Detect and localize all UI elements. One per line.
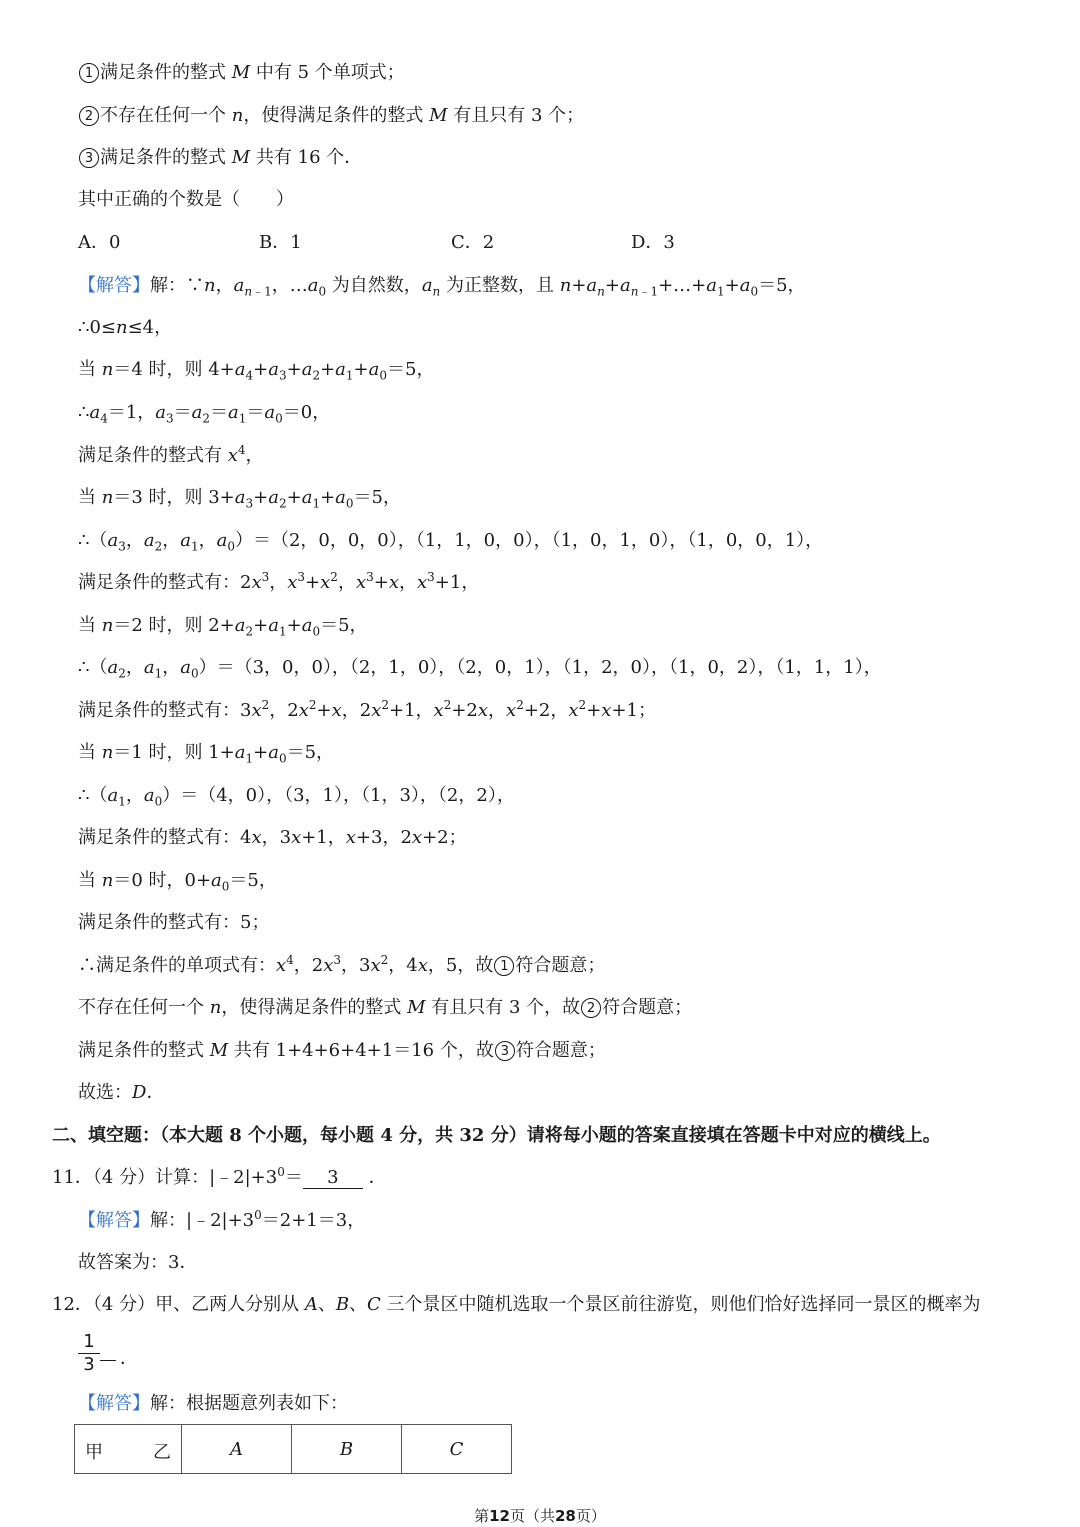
step-18: 满足条件的整式 M 共有 1+4+6+4+1＝16 个，故 3 符合题意；	[78, 1040, 606, 1061]
section-2-heading: 二、填空题：（本大题 8 个小题，每小题 4 分，共 32 分）请将每小题的答案直接填在答题卡中对应的横线上。	[52, 1125, 941, 1146]
answer-underline	[100, 1360, 116, 1361]
answer-tag: 【解答】	[78, 1393, 150, 1414]
q12-solution: 【解答】解：根据题意列表如下：	[78, 1393, 348, 1414]
q12-answer-fraction	[78, 1332, 100, 1375]
question-text: 其中正确的个数是（ ）	[78, 189, 294, 210]
table-row	[75, 1425, 512, 1474]
fraction-denominator: 3	[83, 1354, 95, 1375]
answer-tag: 【解答】	[78, 275, 150, 296]
question-12: 12．（4 分）甲、乙两人分别从 A、B、C 三个景区中随机选取一个景区前往游览，则他们恰好选择同一景区的概率为	[52, 1294, 981, 1315]
circle-2-icon: 2	[581, 998, 601, 1018]
step-11: 当 n＝1 时，则 $1+a_1+a_0=5$，	[78, 742, 335, 766]
circle-2-icon: 2	[79, 106, 99, 126]
table-header-b: B	[292, 1425, 402, 1474]
question-11: 11．（4 分）计算：$|﹣2|+3^0= 3$ ．	[52, 1165, 387, 1188]
circle-1-icon: 1	[494, 956, 514, 976]
step-12: $\therefore(a_1$，$a_0)=(4$，0），（3，1），（1，3），（2，2），	[78, 785, 515, 809]
step-3: $\therefore a_4=1$，$a_3=a_2=a_1=a_0=0$，	[78, 402, 331, 426]
circle-1-icon: 1	[79, 63, 99, 83]
step-10: 满足条件的整式有：$3x^2$，$2x^2+x$，$2x^2+1$，$x^2+2x$，$x^2+2$，$x^2+x+1$；	[78, 698, 656, 721]
table-corner-cell	[75, 1425, 182, 1474]
step-19: 故选：D．	[78, 1082, 165, 1103]
q11-final: 故答案为：3．	[78, 1252, 198, 1273]
page-total: 28	[555, 1507, 576, 1525]
page-number: 12	[489, 1507, 510, 1525]
table-header-a: A	[182, 1425, 292, 1474]
q11-answer: 3	[303, 1168, 363, 1189]
corner-label-yi: 乙	[153, 1442, 171, 1463]
solution-intro: 【解答】解：∵n，$a_{n﹣1}$，$\dots a_0$ 为自然数，$a_n$ 为正整数，且 $n+a_n+a_{n﹣1}+\dots+a_1+a_0=5$，	[78, 275, 806, 299]
circle-3-icon: 3	[79, 148, 99, 168]
q11-solution: 【解答】解：$|﹣2|+3^0=2+1=3$，	[78, 1208, 366, 1231]
circle-3-icon: 3	[495, 1041, 515, 1061]
step-15: 满足条件的整式有：5；	[78, 912, 270, 933]
choice-d: D．3	[631, 232, 675, 253]
option-2: 2 不存在任何一个 n，使得满足条件的整式 M 有且只有 3 个；	[78, 103, 584, 129]
option-1: 1 满足条件的整式 M 中有 5 个单项式；	[78, 60, 405, 86]
fraction-numerator: 1	[83, 1331, 95, 1352]
answer-tag: 【解答】	[78, 1210, 150, 1231]
step-6: $\therefore(a_3$，$a_2$，$a_1$，$a_0)=(2$，0，0，0），（1，1，0，0），（1，0，1，0），（1，0，0，1），	[78, 530, 824, 554]
corner-label-jia: 甲	[85, 1442, 103, 1463]
outcome-table	[74, 1424, 512, 1474]
step-7: 满足条件的整式有：$2x^3$，$x^3+x^2$，$x^3+x$，$x^3+1$，	[78, 570, 480, 593]
step-16: ∴满足条件的单项式有：$x^4$，$2x^3$，$3x^2$，4x，5，故 1 符合题意；	[78, 953, 606, 976]
choice-a: A．0	[78, 232, 121, 253]
choice-c: C．2	[451, 232, 495, 253]
step-17: 不存在任何一个 n，使得满足条件的整式 M 有且只有 3 个，故 2 符合题意；	[78, 997, 693, 1018]
table-header-c: C	[402, 1425, 512, 1474]
step-9: $\therefore(a_2$，$a_1$，$a_0)=(3$，0，0），（2，1，0），（2，0，1），（1，2，0），（1，0，2），（1，1，1），	[78, 657, 882, 681]
option-3: 3 满足条件的整式 M 共有 16 个．	[78, 145, 362, 171]
step-8: 当 n＝2 时，则 $2+a_2+a_1+a_0=5$，	[78, 615, 368, 639]
step-4: 满足条件的整式有 $x^4$，	[78, 443, 264, 466]
step-13: 满足条件的整式有：4x，3x+1，x+3，2x+2；	[78, 827, 467, 848]
step-1: ∴0≤n≤4，	[78, 317, 173, 338]
step-5: 当 n＝3 时，则 $3+a_3+a_2+a_1+a_0=5$，	[78, 487, 401, 511]
step-2: 当 n＝4 时，则 $4+a_4+a_3+a_2+a_1+a_0=5$，	[78, 359, 435, 383]
choice-b: B．1	[259, 232, 302, 253]
page-footer: 第12页（共28页）	[474, 1507, 606, 1525]
period: ．	[120, 1348, 138, 1369]
step-14: 当 n＝0 时，$0+a_0=5$，	[78, 870, 277, 894]
